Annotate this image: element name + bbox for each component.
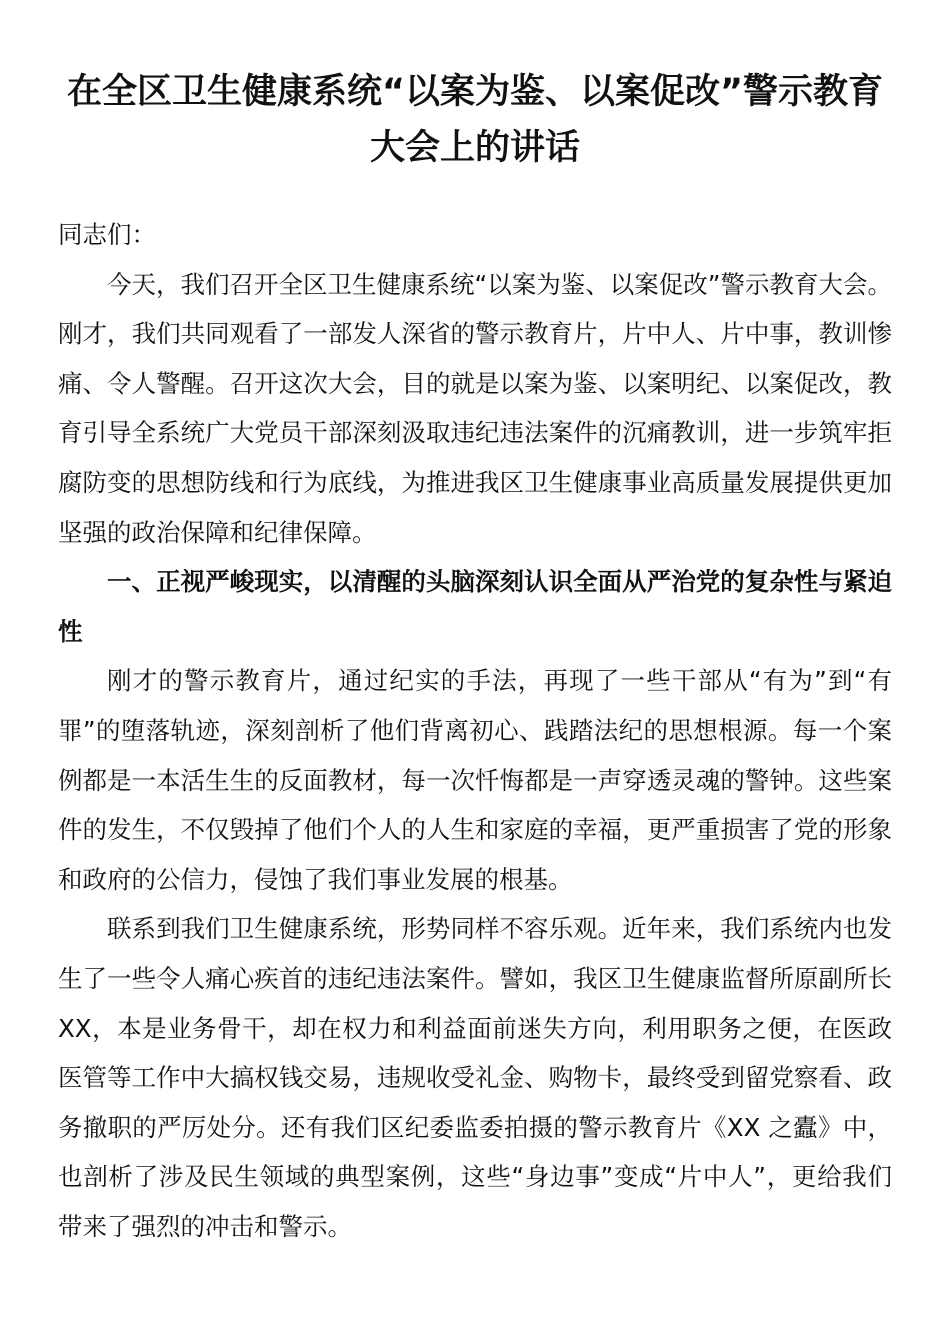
salutation: 同志们： [58,220,156,249]
document-page [58,64,892,1251]
paragraph-system-cases: 联系到我们卫生健康系统，形势同样不容乐观。近年来，我们系统内也发生了一些令人痛心疾首的违纪违法案件。譬如，我区卫生健康监督所原副所长 XX，本是业务骨干，却在权力和利益面前迷失方向，利用职务之便，在医政医管等工作中大搞权钱交易，违规收受礼金、购物卡，最终受到留党察看、政务撤职的严厉处分。还有我们区纪委监委拍摄的警示教育片《XX 之蠹》中，也剖析了涉及民生领域的典型案例，这些“身边事”变成“片中人”，更给我们带来了强烈的冲击和警示。 [58,914,892,1241]
paragraph-opening: 今天，我们召开全区卫生健康系统“以案为鉴、以案促改”警示教育大会。刚才，我们共同观看了一部发人深省的警示教育片，片中人、片中事，教训惨痛、令人警醒。召开这次大会，目的就是以案为鉴、以案明纪、以案促改，教育引导全系统广大党员干部深刻汲取违纪违法案件的沉痛教训，进一步筑牢拒腐防变的思想防线和行为底线，为推进我区卫生健康事业高质量发展提供更加坚强的政治保障和纪律保障。 [58,269,892,547]
document-title: 在全区卫生健康系统“以案为鉴、以案促改”警示教育大会上的讲话 [66,72,883,168]
paragraph-warning-film: 刚才的警示教育片，通过纪实的手法，再现了一些干部从“有为”到“有罪”的堕落轨迹，深刻剖析了他们背离初心、践踏法纪的思想根源。每一个案例都是一本活生生的反面教材，每一次忏悔都是一声穿透灵魂的警钟。这些案件的发生，不仅毁掉了他们个人的人生和家庭的幸福，更严重损害了党的形象和政府的公信力，侵蚀了我们事业发展的根基。 [58,666,892,894]
section-heading-one: 一、正视严峻现实，以清醒的头脑深刻认识全面从严治党的复杂性与紧迫性 [58,567,892,646]
document-body [58,210,892,1251]
